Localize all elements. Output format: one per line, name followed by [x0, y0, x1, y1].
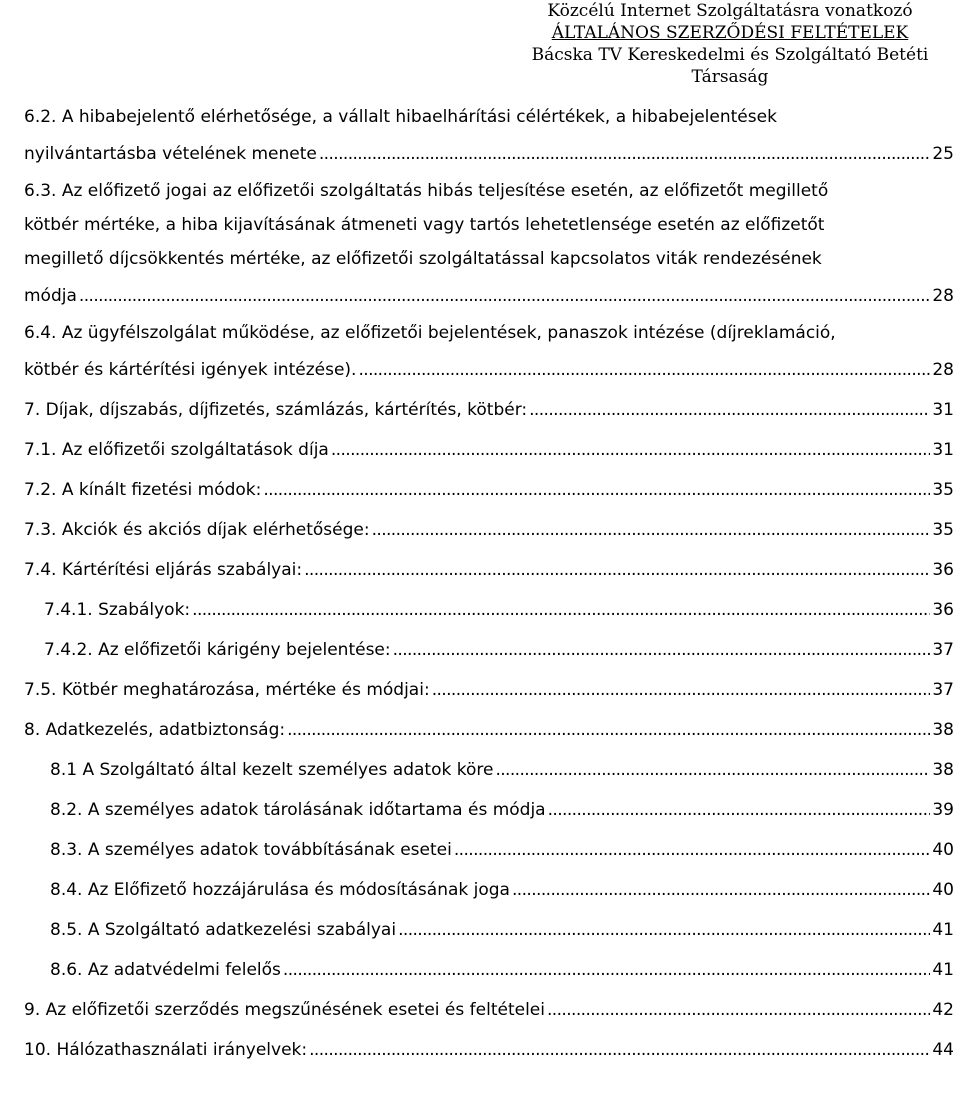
toc-entry[interactable]	[24, 830, 954, 870]
toc-entry-title: 8. Adatkezelés, adatbiztonság:	[24, 720, 286, 740]
header-document-type: ÁLTALÁNOS SZERZŐDÉSI FELTÉTELEK	[551, 23, 909, 43]
toc-page-number: 35	[932, 520, 954, 540]
toc-entry[interactable]	[24, 710, 954, 750]
toc-page-number: 41	[932, 960, 954, 980]
toc-entry-title: 10. Hálózathasználati irányelvek:	[24, 1040, 308, 1060]
toc-entry-title: 8.4. Az Előfizető hozzájárulása és módosításának joga	[50, 880, 510, 900]
toc-page-number: 41	[932, 920, 954, 940]
toc-entry[interactable]	[24, 870, 954, 910]
toc-entry-title: 7.3. Akciók és akciós díjak elérhetősége:	[24, 520, 370, 540]
toc-page-number: 35	[932, 480, 954, 500]
toc-entry-title: 8.6. Az adatvédelmi felelős	[50, 960, 281, 980]
toc-dot-leader	[495, 750, 930, 790]
toc-entry-title: 6.2. A hibabejelentő elérhetősége, a vállalt hibaelhárítási célértékek, a hibabejelentések	[24, 107, 777, 127]
toc-dot-leader	[398, 910, 930, 950]
toc-page-number: 38	[932, 760, 954, 780]
toc-entry-title: 8.2. A személyes adatok tárolásának időtartama és módja	[50, 800, 546, 820]
toc-entry-title: 6.4. Az ügyfélszolgálat működése, az előfizetői bejelentések, panaszok intézése (díjreklamáció,	[24, 323, 836, 343]
toc-entry-title: 7.4.2. Az előfizetői kárigény bejelentése:	[44, 640, 391, 660]
toc-entry[interactable]	[24, 750, 954, 790]
toc-entry-title: 7.4.1. Szabályok:	[44, 600, 191, 620]
toc-page-number: 38	[932, 720, 954, 740]
toc-entry[interactable]	[24, 670, 954, 710]
toc-page-number: 39	[932, 800, 954, 820]
toc-entry[interactable]	[24, 910, 954, 950]
toc-dot-leader	[529, 390, 930, 430]
header-company-name: Bácska TV Kereskedelmi és Szolgáltató Betéti Társaság	[531, 45, 929, 87]
toc-page-number: 40	[932, 880, 954, 900]
toc-entry[interactable]	[24, 390, 954, 430]
toc-page-number: 31	[932, 440, 954, 460]
toc-entry[interactable]	[24, 990, 954, 1030]
toc-entry-title: 7.5. Kötbér meghatározása, mértéke és módjai:	[24, 680, 430, 700]
toc-dot-leader	[372, 510, 931, 550]
toc-entry-title: 7. Díjak, díjszabás, díjfizetés, számlázás, kártérítés, kötbér:	[24, 400, 528, 420]
toc-dot-leader	[358, 350, 930, 390]
toc-dot-leader	[512, 870, 930, 910]
toc-dot-leader	[432, 670, 931, 710]
toc-page-number: 40	[932, 840, 954, 860]
toc-entry[interactable]	[24, 100, 954, 174]
toc-dot-leader	[309, 1030, 930, 1070]
toc-entry-title: megillető díjcsökkentés mértéke, az előfizetői szolgáltatással kapcsolatos viták rendezésének	[24, 249, 822, 269]
toc-entry-title: 8.1 A Szolgáltató által kezelt személyes adatok köre	[50, 760, 494, 780]
toc-page-number: 36	[932, 560, 954, 580]
toc-entry-title: 7.1. Az előfizetői szolgáltatások díja	[24, 440, 329, 460]
toc-dot-leader	[331, 430, 931, 470]
toc-dot-leader	[192, 590, 930, 630]
toc-entry[interactable]	[24, 174, 954, 316]
toc-dot-leader	[263, 470, 930, 510]
toc-dot-leader	[319, 134, 931, 174]
toc-dot-leader	[304, 550, 930, 590]
toc-page-number: 25	[932, 144, 954, 164]
toc-page-number: 36	[932, 600, 954, 620]
toc-entry[interactable]	[24, 1030, 954, 1070]
document-header	[506, 0, 954, 88]
toc-entry[interactable]	[24, 550, 954, 590]
toc-dot-leader	[287, 710, 930, 750]
toc-entry[interactable]	[24, 790, 954, 830]
toc-page-number: 28	[932, 360, 954, 380]
toc-dot-leader	[79, 276, 930, 316]
toc-entry-title: 7.4. Kártérítési eljárás szabályai:	[24, 560, 303, 580]
toc-page-number: 44	[932, 1040, 954, 1060]
toc-dot-leader	[454, 830, 931, 870]
toc-entry-title: 7.2. A kínált fizetési módok:	[24, 480, 262, 500]
toc-dot-leader	[393, 630, 931, 670]
toc-page-number: 42	[932, 1000, 954, 1020]
toc-dot-leader	[548, 790, 931, 830]
toc-entry[interactable]	[24, 950, 954, 990]
toc-entry[interactable]	[24, 590, 954, 630]
toc-page-number: 37	[932, 680, 954, 700]
toc-entry[interactable]	[24, 470, 954, 510]
toc-dot-leader	[283, 950, 930, 990]
toc-entry[interactable]	[24, 510, 954, 550]
toc-page-number: 37	[932, 640, 954, 660]
toc-entry[interactable]	[24, 316, 954, 390]
toc-dot-leader	[547, 990, 930, 1030]
toc-entry-title: 9. Az előfizetői szerződés megszűnésének esetei és feltételei	[24, 1000, 545, 1020]
toc-entry-title: kötbér mértéke, a hiba kijavításának átmeneti vagy tartós lehetetlensége esetén az előfizetőt	[24, 215, 825, 235]
toc-entry-title: 8.3. A személyes adatok továbbításának esetei	[50, 840, 452, 860]
toc-entry[interactable]	[24, 630, 954, 670]
toc-page-number: 31	[932, 400, 954, 420]
toc-entry[interactable]	[24, 430, 954, 470]
header-title-line: Közcélú Internet Szolgáltatásra vonatkozó	[547, 1, 913, 21]
toc-entry-title: nyilvántartásba vételének menete	[24, 144, 317, 164]
toc-entry-title: módja	[24, 286, 77, 306]
toc-entry-title: 8.5. A Szolgáltató adatkezelési szabályai	[50, 920, 397, 940]
toc-page-number: 28	[932, 286, 954, 306]
toc-entry-title: 6.3. Az előfizető jogai az előfizetői szolgáltatás hibás teljesítése esetén, az előfizetőt megillető	[24, 181, 829, 201]
table-of-contents	[24, 100, 954, 1070]
toc-entry-title: kötbér és kártérítési igények intézése).	[24, 360, 357, 380]
